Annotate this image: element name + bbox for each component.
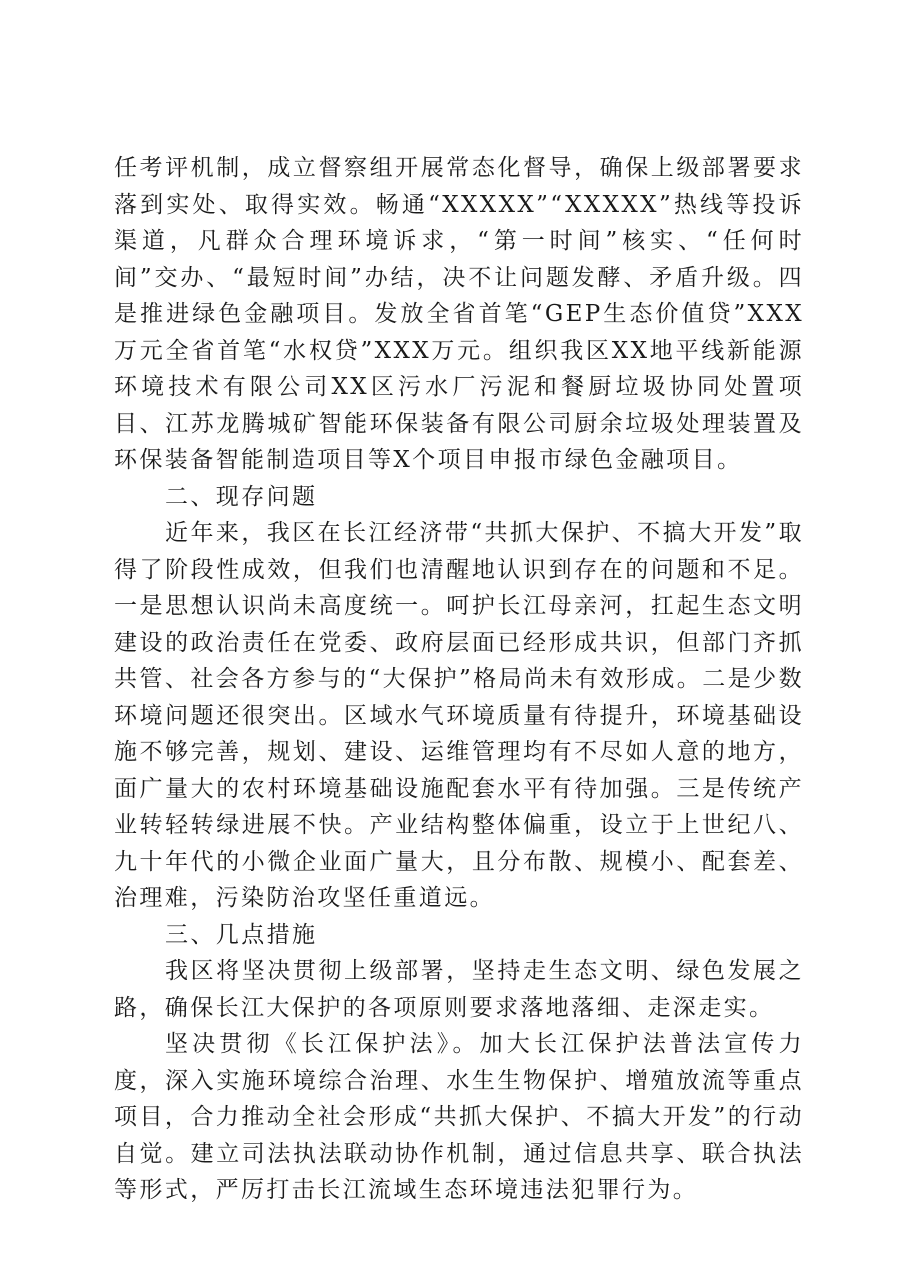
paragraph-measures-intro: 我区将坚决贯彻上级部署，坚持走生态文明、绿色发展之路，确保长江大保护的各项原则要求落地落细、走深走实。 [114, 958, 804, 1021]
paragraph-continued: 任考评机制，成立督察组开展常态化督导，确保上级部署要求落到实处、取得实效。畅通“XXXXX”“XXXXX”热线等投诉渠道，凡群众合理环境诉求，“第一时间”核实、“任何时间”交办、“最短时间”办结，决不让问题发酵、矛盾升级。四是推进绿色金融项目。发放全省首笔“GEP生态价值贷”XXX万元全省首笔“水权贷”XXX万元。组织我区XX地平线新能源环境技术有限公司XX区污水厂污泥和餐厨垃圾协同处置项目、江苏龙腾城矿智能环保装备有限公司厨余垃圾处理装置及环保装备智能制造项目等X个项目申报市绿色金融项目。 [114, 155, 804, 473]
document-body [114, 150, 804, 1209]
section-heading-problems: 二、现存问题 [165, 483, 318, 510]
paragraph-yangtze-law: 坚决贯彻《长江保护法》。加大长江保护法普法宣传力度，深入实施环境综合治理、水生生物保护、增殖放流等重点项目，合力推动全社会形成“共抓大保护、不搞大开发”的行动自觉。建立司法执法联动协作机制，通过信息共享、联合执法等形式，严厉打击长江流域生态环境违法犯罪行为。 [114, 1031, 804, 1203]
paragraph-problems: 近年来，我区在长江经济带“共抓大保护、不搞大开发”取得了阶段性成效，但我们也清醒地认识到存在的问题和不足。一是思想认识尚未高度统一。呵护长江母亲河，扛起生态文明建设的政治责任在党委、政府层面已经形成共识，但部门齐抓共管、社会各方参与的“大保护”格局尚未有效形成。二是少数环境问题还很突出。区域水气环境质量有待提升，环境基础设施不够完善，规划、建设、运维管理均有不尽如人意的地方，面广量大的农村环境基础设施配套水平有待加强。三是传统产业转轻转绿进展不快。产业结构整体偏重，设立于上世纪八、九十年代的小微企业面广量大，且分布散、规模小、配套差、治理难，污染防治攻坚任重道远。 [114, 520, 804, 911]
section-heading-measures: 三、几点措施 [165, 921, 318, 948]
